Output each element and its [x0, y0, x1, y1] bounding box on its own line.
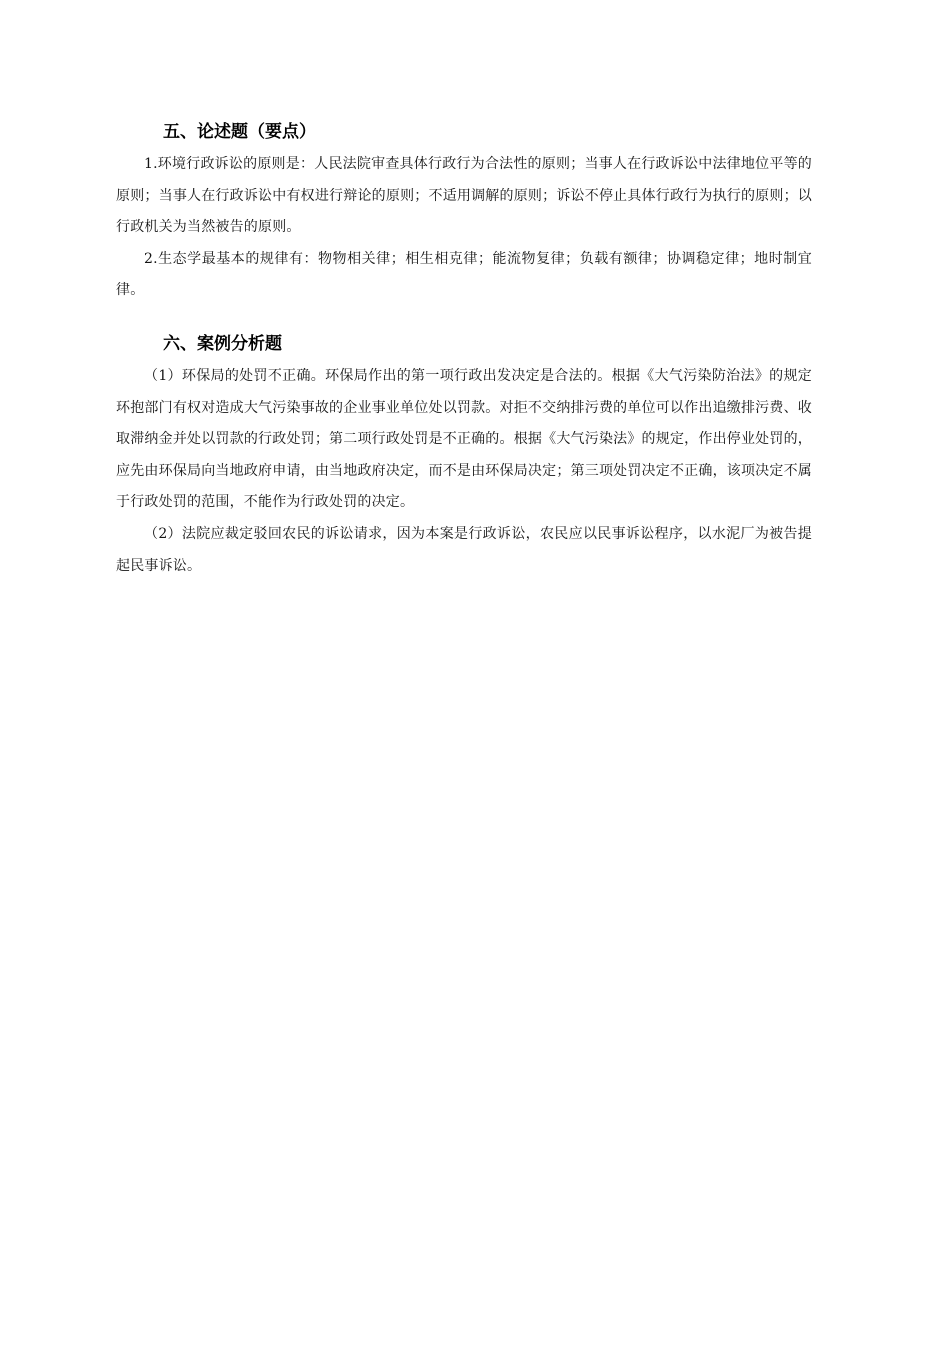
section-case-analysis: [116, 330, 812, 582]
paragraph-ecology-laws: 2.生态学最基本的规律有：物物相关律；相生相克律；能流物复律；负载有额律；协调稳定律；地时制宜律。: [116, 250, 812, 299]
section-heading-essay: 五、论述题（要点）: [163, 122, 316, 142]
document-body: [116, 118, 812, 582]
paragraph-case-answer-2: （2）法院应裁定驳回农民的诉讼请求，因为本案是行政诉讼，农民应以民事诉讼程序，以水泥厂为被告提起民事诉讼。: [116, 525, 812, 574]
paragraph-case-answer-1: （1）环保局的处罚不正确。环保局作出的第一项行政出发决定是合法的。根据《大气污染防治法》的规定环抱部门有权对造成大气污染事故的企业事业单位处以罚款。对拒不交纳排污费的单位可以作出追缴排污费、收取滞纳金并处以罚款的行政处罚；第二项行政处罚是不正确的。根据《大气污染法》的规定，作出停业处罚的，应先由环保局向当地政府申请，由当地政府决定，而不是由环保局决定；第三项处罚决定不正确，该项决定不属于行政处罚的范围，不能作为行政处罚的决定。: [116, 367, 812, 511]
section-essay-questions: [116, 118, 812, 307]
section-heading-case-analysis: 六、案例分析题: [163, 333, 282, 354]
paragraph-principles: 1.环境行政诉讼的原则是：人民法院审查具体行政行为合法性的原则；当事人在行政诉讼中法律地位平等的原则；当事人在行政诉讼中有权进行辩论的原则；不适用调解的原则；诉讼不停止具体行政行为执行的原则；以行政机关为当然被告的原则。: [116, 156, 812, 236]
